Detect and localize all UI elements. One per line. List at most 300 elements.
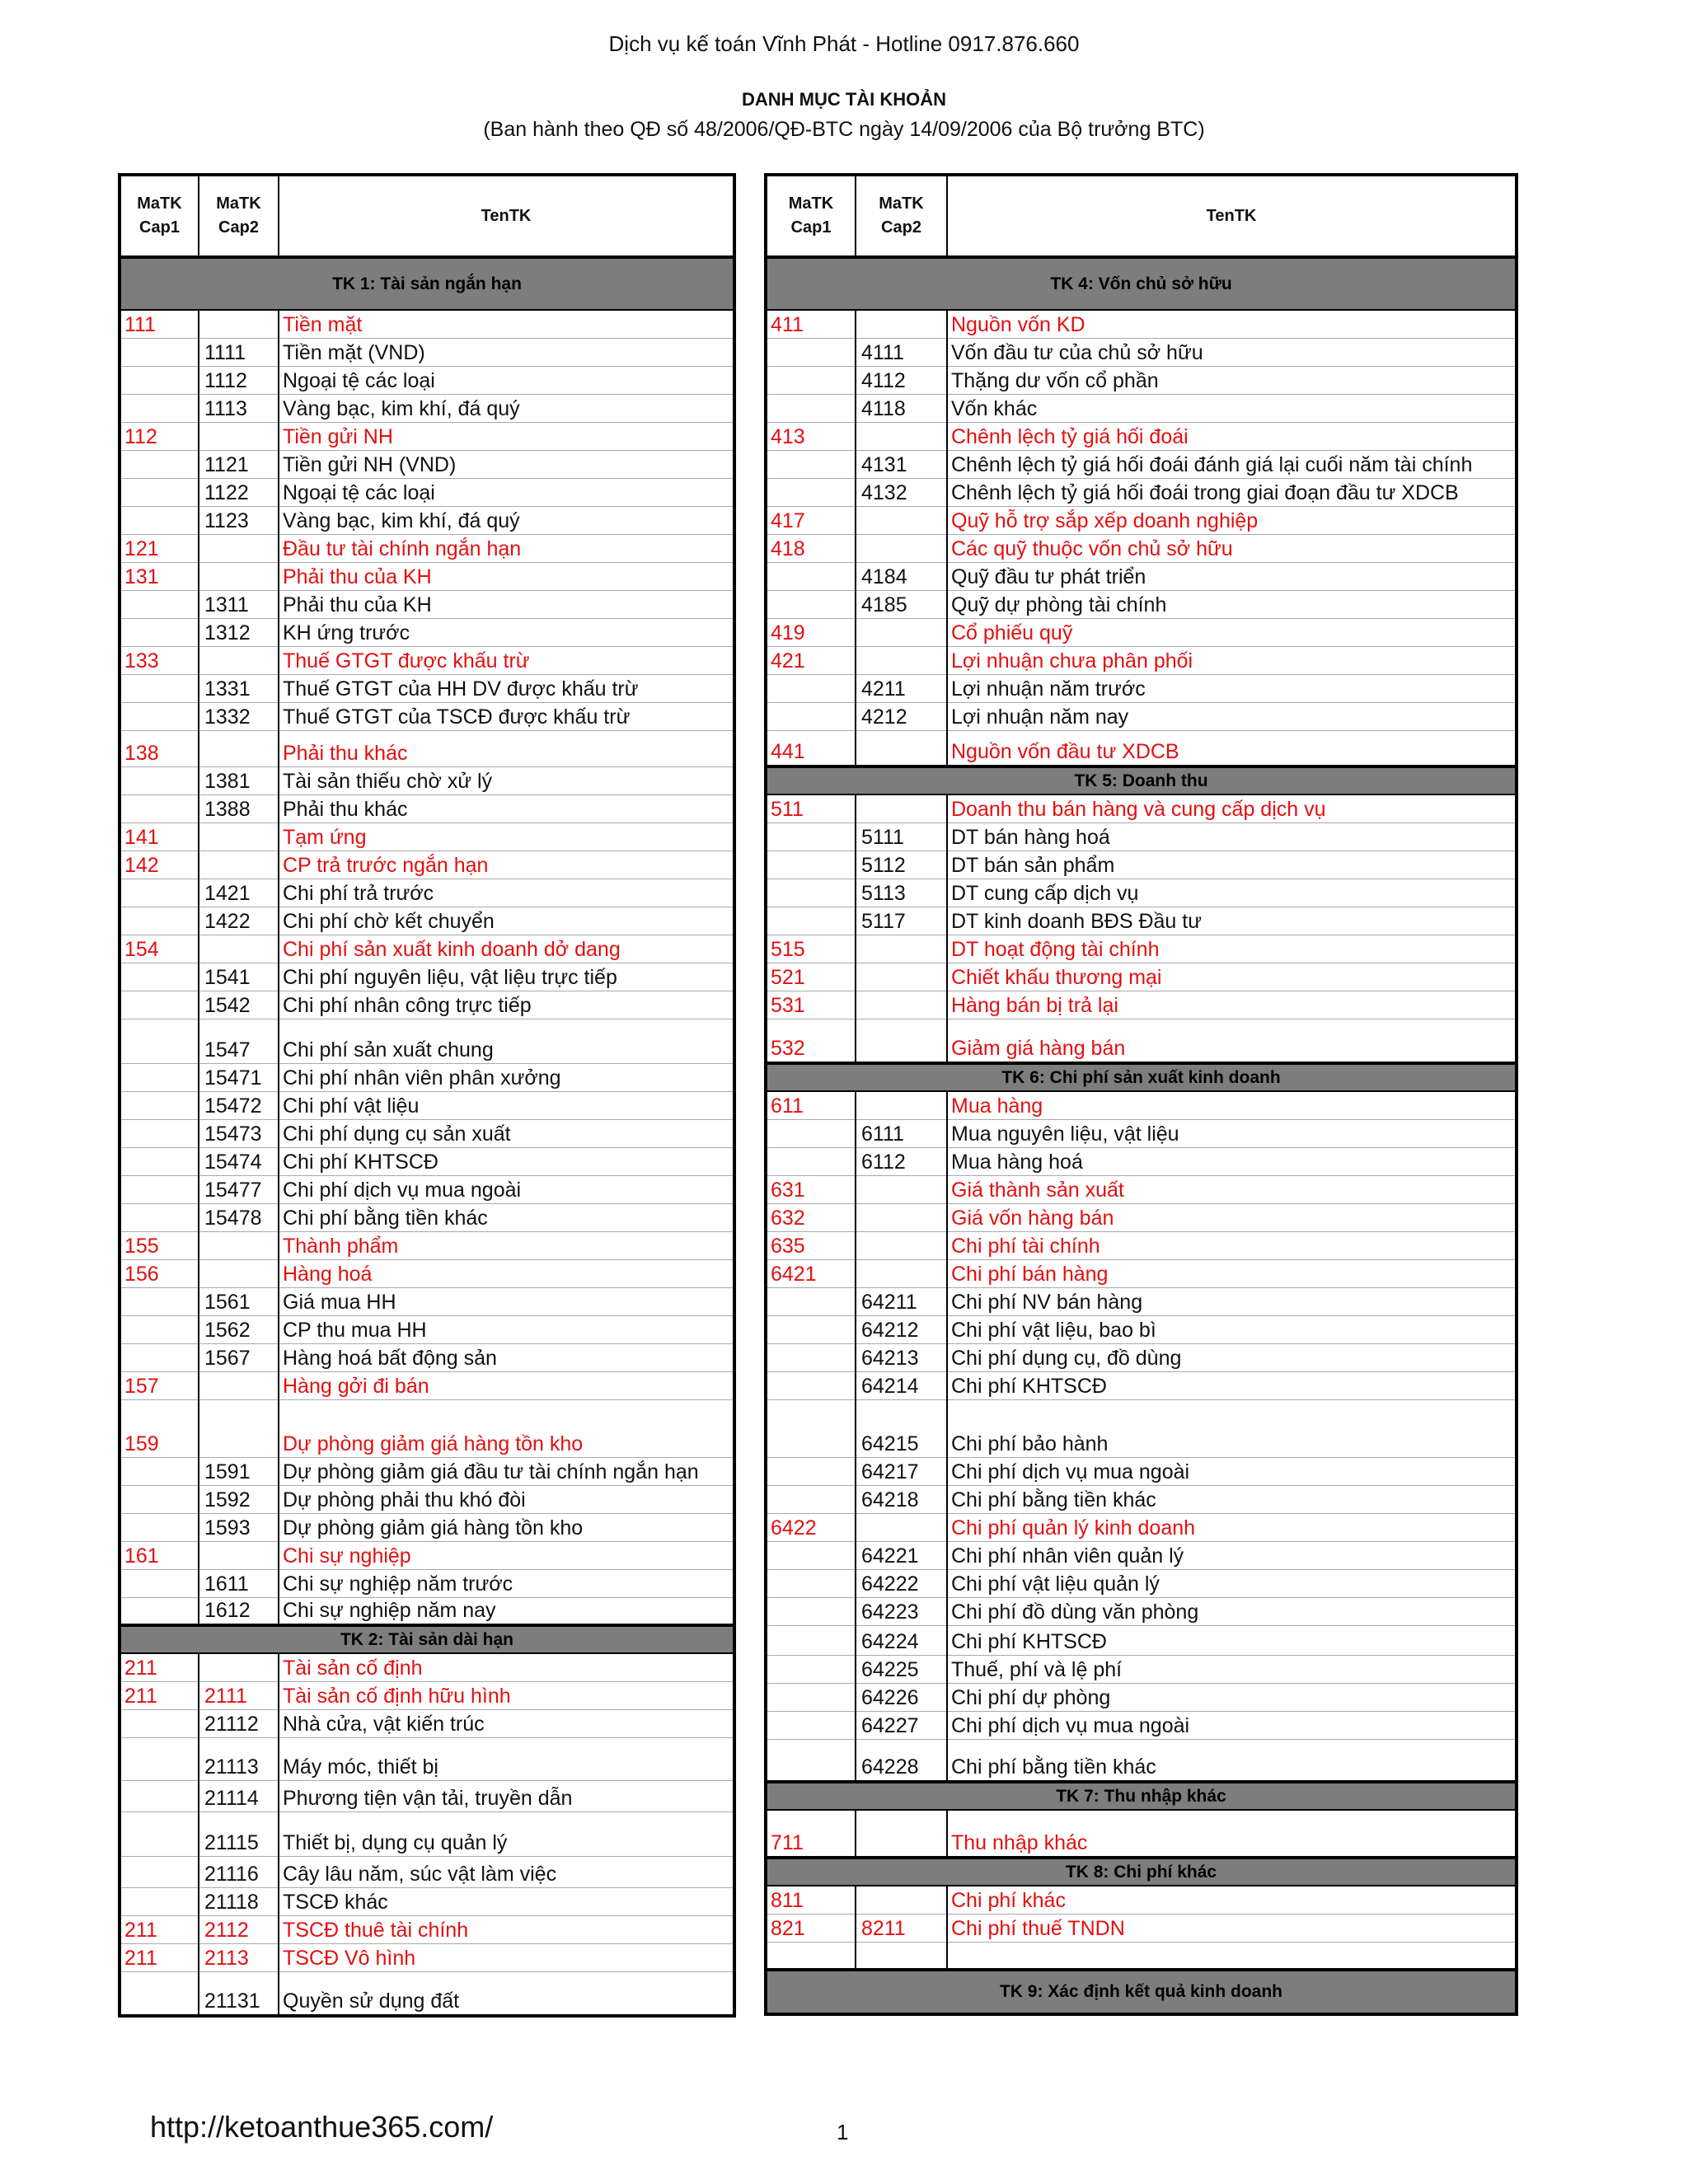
table-row xyxy=(120,1653,734,1681)
table-row xyxy=(766,1625,1517,1655)
account-name: Chênh lệch tỷ giá hối đoái trong giai đoạn đầu tư XDCB xyxy=(947,478,1517,506)
account-code-cap2: 15478 xyxy=(199,1203,279,1231)
account-name: Chi phí tài chính xyxy=(947,1231,1517,1259)
account-name: Tiền mặt (VND) xyxy=(279,338,734,366)
account-code-cap1 xyxy=(120,1569,199,1597)
account-name: Cây lâu năm, súc vật làm việc xyxy=(279,1856,734,1887)
account-code-cap1 xyxy=(766,1541,856,1569)
table-row xyxy=(766,1683,1517,1711)
account-code-cap2: 2111 xyxy=(199,1681,279,1709)
account-code-cap2: 6111 xyxy=(856,1119,947,1147)
account-name: Giá vốn hàng bán xyxy=(947,1203,1517,1231)
account-name: DT hoạt động tài chính xyxy=(947,935,1517,963)
account-code-cap1: 155 xyxy=(120,1231,199,1259)
account-code-cap2 xyxy=(856,422,947,450)
account-name: Chi phí NV bán hàng xyxy=(947,1287,1517,1315)
account-code-cap2 xyxy=(199,534,279,562)
account-name: DT bán hàng hoá xyxy=(947,823,1517,851)
account-code-cap2: 2113 xyxy=(199,1943,279,1971)
account-code-cap1: 631 xyxy=(766,1175,856,1203)
account-code-cap1 xyxy=(120,963,199,991)
account-code-cap1 xyxy=(766,1625,856,1655)
account-code-cap2: 1591 xyxy=(199,1457,279,1485)
account-code-cap1 xyxy=(120,1709,199,1737)
account-code-cap2: 21115 xyxy=(199,1811,279,1856)
account-name: Tiền mặt xyxy=(279,310,734,338)
table-row xyxy=(120,1457,734,1485)
right-table-body xyxy=(766,257,1517,2014)
account-code-cap2 xyxy=(856,1513,947,1541)
account-code-cap2 xyxy=(856,1175,947,1203)
account-name: Phải thu khác xyxy=(279,794,734,823)
footer-url-link[interactable]: http://ketoanthue365.com/ xyxy=(150,2110,494,2144)
account-code-cap1: 111 xyxy=(120,310,199,338)
account-code-cap1 xyxy=(766,394,856,422)
account-name: Thặng dư vốn cổ phần xyxy=(947,366,1517,394)
account-code-cap2: 21118 xyxy=(199,1887,279,1915)
account-code-cap2: 1331 xyxy=(199,674,279,702)
account-name: Các quỹ thuộc vốn chủ sở hữu xyxy=(947,534,1517,562)
col-header-cap2 xyxy=(199,175,279,257)
table-row xyxy=(120,1971,734,2016)
section-header-row xyxy=(120,257,734,310)
account-code-cap2: 1312 xyxy=(199,618,279,646)
account-code-cap1: 411 xyxy=(766,310,856,338)
account-name: Quyền sử dụng đất xyxy=(279,1971,734,2016)
account-code-cap1 xyxy=(766,1287,856,1315)
account-code-cap1 xyxy=(120,338,199,366)
account-code-cap1: 161 xyxy=(120,1541,199,1569)
table-row xyxy=(120,730,734,766)
table-row xyxy=(120,1175,734,1203)
table-row xyxy=(766,450,1517,478)
table-row xyxy=(766,794,1517,823)
left-table-body xyxy=(120,257,734,2016)
account-code-cap1: 418 xyxy=(766,534,856,562)
account-code-cap2: 64213 xyxy=(856,1343,947,1371)
table-row xyxy=(120,1231,734,1259)
col-header-cap2-line2: Cap2 xyxy=(218,218,259,237)
account-code-cap2 xyxy=(856,1203,947,1231)
table-row xyxy=(120,1287,734,1315)
account-code-cap1: 121 xyxy=(120,534,199,562)
col-header-cap1-line1: MaTK xyxy=(137,194,182,213)
table-row xyxy=(766,366,1517,394)
table-row xyxy=(766,1399,1517,1457)
account-name: Chi phí nhân công trực tiếp xyxy=(279,991,734,1019)
section-header-label: TK 1: Tài sản ngắn hạn xyxy=(120,257,734,310)
account-code-cap2: 64215 xyxy=(856,1399,947,1457)
table-row xyxy=(766,1739,1517,1782)
account-name: Vốn khác xyxy=(947,394,1517,422)
account-code-cap1 xyxy=(120,1485,199,1513)
account-code-cap2: 1113 xyxy=(199,394,279,422)
table-row xyxy=(766,1147,1517,1175)
table-row xyxy=(766,1541,1517,1569)
account-code-cap1 xyxy=(120,702,199,730)
account-code-cap1 xyxy=(766,674,856,702)
table-row xyxy=(766,879,1517,907)
account-code-cap1: 632 xyxy=(766,1203,856,1231)
account-code-cap2: 4211 xyxy=(856,674,947,702)
account-code-cap1 xyxy=(120,590,199,618)
account-code-cap2 xyxy=(199,1399,279,1457)
account-name: Cổ phiếu quỹ xyxy=(947,618,1517,646)
account-code-cap1 xyxy=(120,1780,199,1811)
table-row xyxy=(120,1597,734,1625)
account-code-cap2 xyxy=(199,935,279,963)
account-code-cap2: 6112 xyxy=(856,1147,947,1175)
account-code-cap2: 1541 xyxy=(199,963,279,991)
account-name: Tiền gửi NH xyxy=(279,422,734,450)
col-header-name: TenTK xyxy=(279,175,734,257)
table-row xyxy=(766,991,1517,1019)
table-row xyxy=(120,1915,734,1943)
table-row xyxy=(766,1711,1517,1739)
account-code-cap2: 21131 xyxy=(199,1971,279,2016)
table-row xyxy=(120,394,734,422)
account-code-cap2 xyxy=(856,646,947,674)
account-code-cap2 xyxy=(199,646,279,674)
account-name: Phải thu khác xyxy=(279,730,734,766)
account-code-cap1: 511 xyxy=(766,794,856,823)
account-table-right xyxy=(764,173,1518,2016)
table-row xyxy=(120,618,734,646)
account-code-cap2: 4184 xyxy=(856,562,947,590)
account-name: Chi phí bảo hành xyxy=(947,1399,1517,1457)
account-code-cap2: 64227 xyxy=(856,1711,947,1739)
col-header-cap1-line2: Cap1 xyxy=(790,218,832,237)
table-row xyxy=(766,1655,1517,1683)
account-name: TSCĐ thuê tài chính xyxy=(279,1915,734,1943)
account-table-left xyxy=(118,173,736,2018)
account-name: Mua hàng xyxy=(947,1091,1517,1119)
account-code-cap1 xyxy=(120,366,199,394)
account-name: Chi phí bằng tiền khác xyxy=(947,1739,1517,1782)
account-code-cap2: 1562 xyxy=(199,1315,279,1343)
table-row xyxy=(766,478,1517,506)
table-row xyxy=(120,310,734,338)
account-code-cap2 xyxy=(199,562,279,590)
account-code-cap1: 159 xyxy=(120,1399,199,1457)
table-row xyxy=(120,1887,734,1915)
table-row xyxy=(766,1569,1517,1597)
account-name: Hàng hoá xyxy=(279,1259,734,1287)
account-code-cap2: 64212 xyxy=(856,1315,947,1343)
account-name: Chi phí thuế TNDN xyxy=(947,1914,1517,1942)
account-code-cap2: 21114 xyxy=(199,1780,279,1811)
account-name: Thu nhập khác xyxy=(947,1810,1517,1858)
account-name: Ngoại tệ các loại xyxy=(279,366,734,394)
account-code-cap2 xyxy=(856,1810,947,1858)
account-code-cap2 xyxy=(856,534,947,562)
account-code-cap1 xyxy=(120,506,199,534)
table-row xyxy=(120,1856,734,1887)
account-name: Tài sản cố định xyxy=(279,1653,734,1681)
account-code-cap2: 15473 xyxy=(199,1119,279,1147)
account-name: KH ứng trước xyxy=(279,618,734,646)
table-row xyxy=(120,1681,734,1709)
account-code-cap1: 142 xyxy=(120,851,199,879)
account-code-cap1 xyxy=(766,478,856,506)
account-code-cap2: 64224 xyxy=(856,1625,947,1655)
table-row xyxy=(120,1147,734,1175)
account-code-cap1 xyxy=(766,1315,856,1343)
table-row xyxy=(766,1287,1517,1315)
account-name: Phải thu của KH xyxy=(279,562,734,590)
account-code-cap1: 531 xyxy=(766,991,856,1019)
table-row xyxy=(120,1943,734,1971)
table-row xyxy=(120,1485,734,1513)
account-code-cap1 xyxy=(120,1856,199,1887)
section-header-row xyxy=(120,1625,734,1653)
account-code-cap1 xyxy=(120,1597,199,1625)
table-row xyxy=(120,338,734,366)
account-code-cap2: 15474 xyxy=(199,1147,279,1175)
table-row xyxy=(766,506,1517,534)
account-code-cap1 xyxy=(766,879,856,907)
account-name: Chi phí KHTSCĐ xyxy=(279,1147,734,1175)
account-code-cap2: 64217 xyxy=(856,1457,947,1485)
account-code-cap2: 2112 xyxy=(199,1915,279,1943)
account-code-cap1: 157 xyxy=(120,1371,199,1399)
account-code-cap1: 211 xyxy=(120,1653,199,1681)
account-code-cap2 xyxy=(856,730,947,766)
account-name: Chi phí chờ kết chuyển xyxy=(279,907,734,935)
account-code-cap2: 21116 xyxy=(199,1856,279,1887)
account-name xyxy=(947,1942,1517,1970)
account-code-cap2: 64222 xyxy=(856,1569,947,1597)
table-row xyxy=(766,963,1517,991)
account-code-cap1 xyxy=(766,1597,856,1625)
account-code-cap1 xyxy=(766,823,856,851)
table-row xyxy=(766,1119,1517,1147)
account-code-cap2: 4131 xyxy=(856,450,947,478)
account-name: Dự phòng giảm giá hàng tồn kho xyxy=(279,1513,734,1541)
col-header-cap1-line2: Cap1 xyxy=(139,218,180,237)
account-name: Mua nguyên liệu, vật liệu xyxy=(947,1119,1517,1147)
account-code-cap2: 4111 xyxy=(856,338,947,366)
account-code-cap1 xyxy=(766,562,856,590)
account-code-cap2: 1421 xyxy=(199,879,279,907)
account-name: Chênh lệch tỷ giá hối đoái xyxy=(947,422,1517,450)
section-header-label: TK 5: Doanh thu xyxy=(766,766,1517,794)
account-name: Tài sản thiếu chờ xử lý xyxy=(279,766,734,794)
section-header-row xyxy=(766,1782,1517,1810)
account-name: Vốn đầu tư của chủ sở hữu xyxy=(947,338,1517,366)
account-name: Dự phòng phải thu khó đòi xyxy=(279,1485,734,1513)
account-code-cap2 xyxy=(856,1019,947,1063)
table-row xyxy=(120,879,734,907)
account-name: Chi phí sản xuất kinh doanh dở dang xyxy=(279,935,734,963)
account-code-cap2: 21113 xyxy=(199,1737,279,1780)
account-code-cap1: 154 xyxy=(120,935,199,963)
col-header-cap1 xyxy=(120,175,199,257)
account-code-cap2 xyxy=(199,1371,279,1399)
table-row xyxy=(120,1737,734,1780)
account-name: Thuế, phí và lệ phí xyxy=(947,1655,1517,1683)
account-name: Chi phí vật liệu, bao bì xyxy=(947,1315,1517,1343)
account-code-cap1: 133 xyxy=(120,646,199,674)
account-code-cap1: 131 xyxy=(120,562,199,590)
col-header-cap2 xyxy=(856,175,947,257)
account-name: CP trả trước ngắn hạn xyxy=(279,851,734,879)
table-row xyxy=(766,1371,1517,1399)
account-name: Hàng gởi đi bán xyxy=(279,1371,734,1399)
account-code-cap2 xyxy=(856,963,947,991)
account-name: Tài sản cố định hữu hình xyxy=(279,1681,734,1709)
table-row xyxy=(120,1203,734,1231)
account-name: Chi phí quản lý kinh doanh xyxy=(947,1513,1517,1541)
account-name: Thuế GTGT của TSCĐ được khấu trừ xyxy=(279,702,734,730)
table-row xyxy=(120,1091,734,1119)
account-code-cap1: 156 xyxy=(120,1259,199,1287)
account-code-cap1 xyxy=(120,1175,199,1203)
account-code-cap1 xyxy=(120,1513,199,1541)
account-code-cap2 xyxy=(856,1231,947,1259)
account-name: Chi phí dịch vụ mua ngoài xyxy=(947,1711,1517,1739)
account-code-cap1 xyxy=(766,1683,856,1711)
account-code-cap2: 21112 xyxy=(199,1709,279,1737)
account-code-cap2: 1381 xyxy=(199,766,279,794)
table-row xyxy=(120,422,734,450)
table-row xyxy=(120,1399,734,1457)
account-code-cap1 xyxy=(766,450,856,478)
account-code-cap2: 1567 xyxy=(199,1343,279,1371)
account-code-cap1 xyxy=(120,766,199,794)
table-row xyxy=(766,394,1517,422)
account-code-cap2 xyxy=(856,794,947,823)
account-name: Chi phí dự phòng xyxy=(947,1683,1517,1711)
account-code-cap2: 4185 xyxy=(856,590,947,618)
account-code-cap1 xyxy=(766,907,856,935)
account-name: Chi phí nhân viên phân xưởng xyxy=(279,1063,734,1091)
account-name: DT kinh doanh BĐS Đầu tư xyxy=(947,907,1517,935)
col-header-cap1 xyxy=(766,175,856,257)
table-row xyxy=(766,534,1517,562)
table-row xyxy=(766,618,1517,646)
account-code-cap2: 4112 xyxy=(856,366,947,394)
account-name: Chi phí nhân viên quản lý xyxy=(947,1541,1517,1569)
table-row xyxy=(120,478,734,506)
table-row xyxy=(766,702,1517,730)
account-name: Dự phòng giảm giá đầu tư tài chính ngắn hạn xyxy=(279,1457,734,1485)
table-row xyxy=(120,1371,734,1399)
account-code-cap1: 532 xyxy=(766,1019,856,1063)
section-header-label: TK 9: Xác định kết quả kinh doanh xyxy=(766,1970,1517,2014)
table-row xyxy=(120,1541,734,1569)
account-code-cap1 xyxy=(766,1343,856,1371)
table-row xyxy=(766,562,1517,590)
table-row xyxy=(120,366,734,394)
account-name: Phương tiện vận tải, truyền dẫn xyxy=(279,1780,734,1811)
account-code-cap1 xyxy=(120,1063,199,1091)
account-code-cap1 xyxy=(120,674,199,702)
table-row xyxy=(120,1780,734,1811)
account-code-cap2: 1121 xyxy=(199,450,279,478)
account-name: Mua hàng hoá xyxy=(947,1147,1517,1175)
account-name: Chi phí trả trước xyxy=(279,879,734,907)
account-name: Vàng bạc, kim khí, đá quý xyxy=(279,506,734,534)
table-row xyxy=(120,674,734,702)
page-number: 1 xyxy=(837,2120,849,2144)
account-name: Vàng bạc, kim khí, đá quý xyxy=(279,394,734,422)
table-row xyxy=(766,730,1517,766)
account-name: Giá thành sản xuất xyxy=(947,1175,1517,1203)
account-code-cap2 xyxy=(199,422,279,450)
table-row xyxy=(120,562,734,590)
account-name: Chênh lệch tỷ giá hối đoái đánh giá lại cuối năm tài chính xyxy=(947,450,1517,478)
col-header-cap2-line1: MaTK xyxy=(216,194,261,213)
account-code-cap1 xyxy=(120,618,199,646)
account-name: Chi phí vật liệu quản lý xyxy=(947,1569,1517,1597)
table-row xyxy=(766,1231,1517,1259)
account-code-cap1: 821 xyxy=(766,1914,856,1942)
account-name: DT cung cấp dịch vụ xyxy=(947,879,1517,907)
account-name: Chi phí KHTSCĐ xyxy=(947,1371,1517,1399)
section-header-label: TK 8: Chi phí khác xyxy=(766,1858,1517,1886)
account-code-cap2: 1388 xyxy=(199,794,279,823)
account-code-cap1: 611 xyxy=(766,1091,856,1119)
account-name: Ngoại tệ các loại xyxy=(279,478,734,506)
table-row xyxy=(120,702,734,730)
account-name: Chi phí KHTSCĐ xyxy=(947,1625,1517,1655)
section-header-row xyxy=(766,766,1517,794)
table-row xyxy=(766,823,1517,851)
account-code-cap1 xyxy=(766,1147,856,1175)
account-name: Chi phí khác xyxy=(947,1886,1517,1914)
account-code-cap1: 6421 xyxy=(766,1259,856,1287)
account-code-cap2: 15472 xyxy=(199,1091,279,1119)
account-code-cap2: 1111 xyxy=(199,338,279,366)
table-row xyxy=(766,1597,1517,1625)
table-row xyxy=(766,907,1517,935)
account-name: Tiền gửi NH (VND) xyxy=(279,450,734,478)
table-row xyxy=(766,1259,1517,1287)
table-row xyxy=(120,590,734,618)
account-code-cap1 xyxy=(120,1019,199,1063)
table-row xyxy=(766,851,1517,879)
account-code-cap1 xyxy=(120,991,199,1019)
account-code-cap2 xyxy=(856,935,947,963)
account-code-cap1 xyxy=(120,1457,199,1485)
account-code-cap1: 635 xyxy=(766,1231,856,1259)
table-row xyxy=(766,590,1517,618)
account-name: Quỹ dự phòng tài chính xyxy=(947,590,1517,618)
account-code-cap2: 5117 xyxy=(856,907,947,935)
account-code-cap1 xyxy=(120,1315,199,1343)
table-row xyxy=(766,1914,1517,1942)
account-name: Nguồn vốn KD xyxy=(947,310,1517,338)
table-row xyxy=(120,1709,734,1737)
account-code-cap1 xyxy=(766,338,856,366)
account-code-cap1: 441 xyxy=(766,730,856,766)
account-code-cap1 xyxy=(766,851,856,879)
account-code-cap1 xyxy=(120,1203,199,1231)
account-code-cap1 xyxy=(120,1343,199,1371)
section-header-row xyxy=(766,257,1517,310)
account-code-cap1: 138 xyxy=(120,730,199,766)
table-row xyxy=(766,1457,1517,1485)
account-code-cap2: 64226 xyxy=(856,1683,947,1711)
account-name: TSCĐ Vô hình xyxy=(279,1943,734,1971)
account-name: Chi phí vật liệu xyxy=(279,1091,734,1119)
section-header-label: TK 6: Chi phí sản xuất kinh doanh xyxy=(766,1063,1517,1091)
table-row xyxy=(120,1063,734,1091)
table-row xyxy=(120,907,734,935)
account-code-cap2 xyxy=(199,1231,279,1259)
account-code-cap1 xyxy=(766,702,856,730)
